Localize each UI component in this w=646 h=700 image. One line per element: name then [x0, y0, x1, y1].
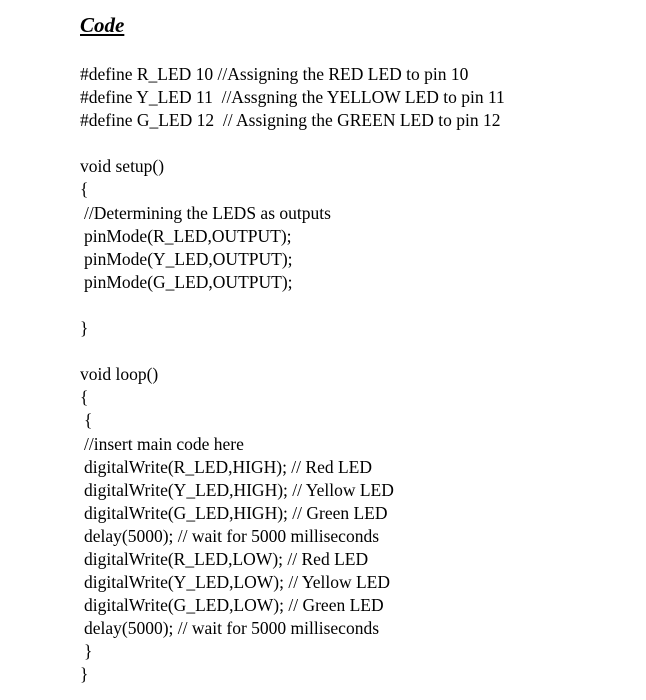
code-blank-line: [80, 132, 505, 155]
code-listing: [80, 63, 505, 687]
code-line-write-red-low: digitalWrite(R_LED,LOW); // Red LED: [84, 548, 369, 569]
code-blank-line: [80, 294, 505, 317]
code-line-loop-close-brace: }: [80, 664, 89, 685]
code-line-write-red-high: digitalWrite(R_LED,HIGH); // Red LED: [84, 456, 372, 477]
page-title: Code: [80, 13, 125, 37]
code-line-write-yellow-high: digitalWrite(Y_LED,HIGH); // Yellow LED: [84, 479, 394, 500]
code-line-inner-open-brace: {: [84, 410, 93, 431]
code-line-loop-open-brace: {: [80, 387, 89, 408]
code-line-write-green-high: digitalWrite(G_LED,HIGH); // Green LED: [84, 502, 388, 523]
code-line-loop-signature: void loop(): [80, 364, 159, 385]
code-line-loop-comment: //insert main code here: [84, 433, 244, 454]
code-line-write-green-low: digitalWrite(G_LED,LOW); // Green LED: [84, 595, 384, 616]
code-line-setup-comment: //Determining the LEDS as outputs: [84, 202, 331, 223]
code-blank-line: [80, 340, 505, 363]
code-line-pinmode-green: pinMode(G_LED,OUTPUT);: [84, 271, 293, 292]
code-line-setup-signature: void setup(): [80, 156, 165, 177]
code-line-define-green: #define G_LED 12 // Assigning the GREEN LED to pin 12: [80, 110, 501, 131]
code-line-pinmode-yellow: pinMode(Y_LED,OUTPUT);: [84, 248, 293, 269]
code-line-setup-close-brace: }: [80, 318, 89, 339]
code-line-define-red: #define R_LED 10 //Assigning the RED LED to pin 10: [80, 64, 469, 84]
code-line-pinmode-red: pinMode(R_LED,OUTPUT);: [84, 225, 292, 246]
code-line-write-yellow-low: digitalWrite(Y_LED,LOW); // Yellow LED: [84, 572, 390, 593]
code-line-define-yellow: #define Y_LED 11 //Assgning the YELLOW LED to pin 11: [80, 87, 505, 108]
code-line-delay-second: delay(5000); // wait for 5000 milliseconds: [84, 618, 380, 639]
code-line-setup-open-brace: {: [80, 179, 89, 200]
code-line-inner-close-brace: }: [84, 641, 93, 662]
code-line-delay-first: delay(5000); // wait for 5000 milliseconds: [84, 525, 380, 546]
